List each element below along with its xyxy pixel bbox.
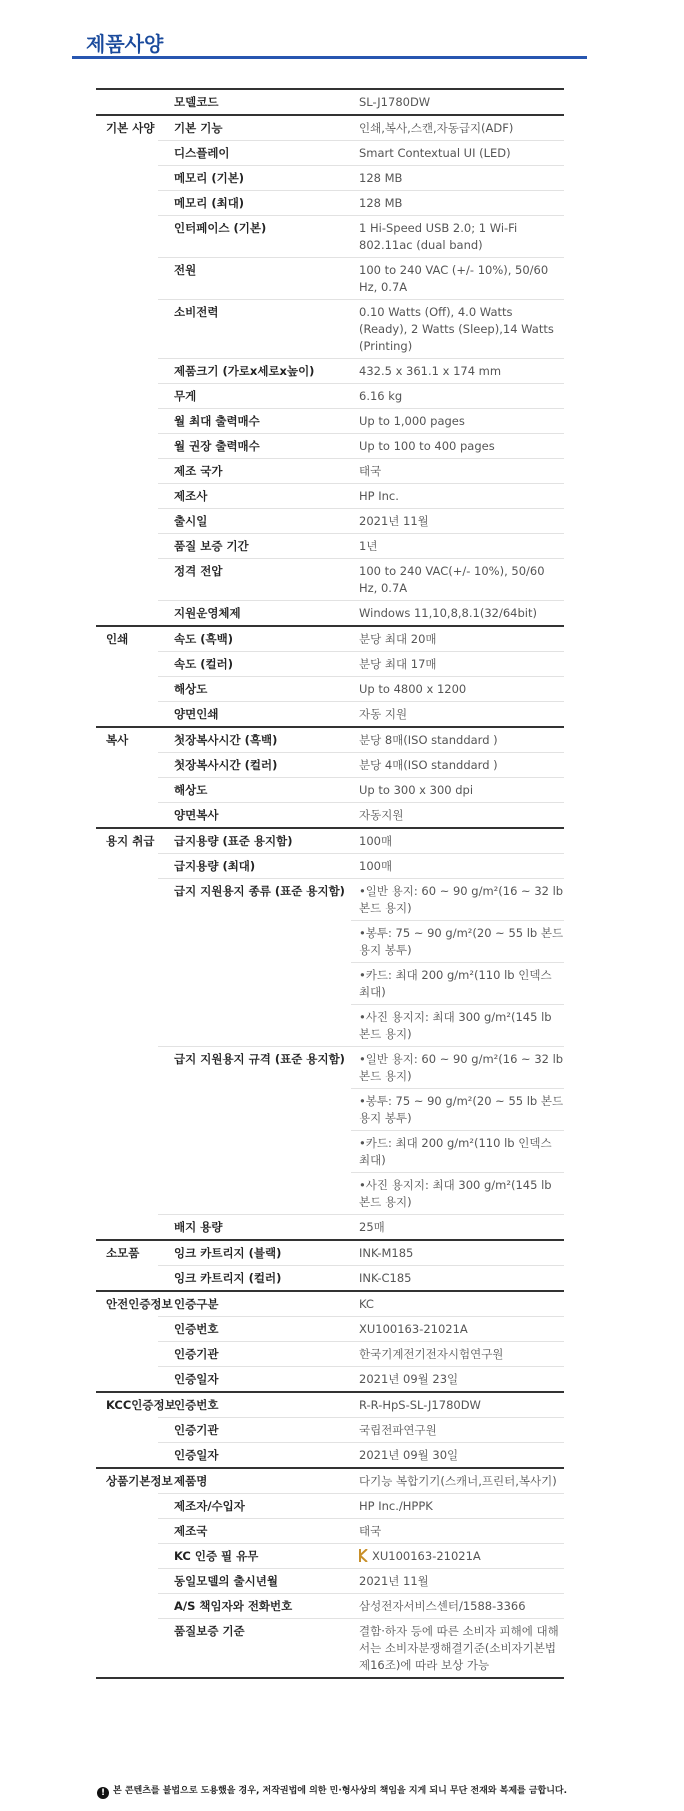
spec-value: •일반 용지: 60 ~ 90 g/m²(16 ~ 32 lb 본드 용지) <box>351 1047 564 1089</box>
spec-value: 6.16 kg <box>351 384 564 409</box>
spec-label: 전원 <box>158 258 351 300</box>
spec-label: 급지용량 (최대) <box>158 854 351 879</box>
kc-mark-icon <box>359 1549 369 1562</box>
spec-label: 모델코드 <box>158 89 351 115</box>
table-row <box>96 803 564 829</box>
table-row <box>96 677 564 702</box>
spec-value: •카드: 최대 200 g/m²(110 lb 인덱스 최대) <box>351 963 564 1005</box>
spec-value: 2021년 09월 30일 <box>351 1443 564 1469</box>
spec-label: 메모리 (기본) <box>158 166 351 191</box>
spec-label: 품질보증 기준 <box>158 1619 351 1679</box>
category-cell <box>96 601 158 627</box>
category-cell <box>96 1418 158 1443</box>
table-row <box>96 1544 564 1569</box>
spec-value: Up to 4800 x 1200 <box>351 677 564 702</box>
category-cell <box>96 300 158 359</box>
table-row <box>96 1468 564 1494</box>
table-row <box>96 702 564 728</box>
spec-label: 인증구분 <box>158 1291 351 1317</box>
spec-value: •사진 용지지: 최대 300 g/m²(145 lb 본드 용지) <box>351 1173 564 1215</box>
table-row <box>96 1215 564 1241</box>
table-row <box>96 1291 564 1317</box>
category-cell <box>96 1131 158 1173</box>
category-cell <box>96 409 158 434</box>
spec-label: 메모리 (최대) <box>158 191 351 216</box>
table-row <box>96 1494 564 1519</box>
spec-value: Up to 1,000 pages <box>351 409 564 434</box>
spec-value: 결함·하자 등에 따른 소비자 피해에 대해서는 소비자분쟁해결기준(소비자기본법 제16조)에 따라 보상 가능 <box>351 1619 564 1679</box>
spec-label: 무게 <box>158 384 351 409</box>
spec-value: •봉투: 75 ~ 90 g/m²(20 ~ 55 lb 본드 용지 봉투) <box>351 1089 564 1131</box>
spec-value: SL-J1780DW <box>351 89 564 115</box>
category-cell <box>96 459 158 484</box>
table-row <box>96 1005 564 1047</box>
spec-value: 다기능 복합기기(스캐너,프린터,복사기) <box>351 1468 564 1494</box>
table-row <box>96 1367 564 1393</box>
category-cell <box>96 89 158 115</box>
spec-label: 양면인쇄 <box>158 702 351 728</box>
title-underline <box>72 56 587 59</box>
spec-value: 국립전파연구원 <box>351 1418 564 1443</box>
category-cell <box>96 1544 158 1569</box>
table-row <box>96 652 564 677</box>
table-row <box>96 166 564 191</box>
category-cell <box>96 216 158 258</box>
table-row <box>96 963 564 1005</box>
spec-value: 100 to 240 VAC (+/- 10%), 50/60 Hz, 0.7A <box>351 258 564 300</box>
table-row <box>96 409 564 434</box>
category-cell <box>96 1005 158 1047</box>
category-cell: 인쇄 <box>96 626 158 652</box>
category-cell <box>96 778 158 803</box>
category-cell <box>96 753 158 778</box>
category-cell <box>96 484 158 509</box>
table-row <box>96 828 564 854</box>
spec-value: HP Inc. <box>351 484 564 509</box>
kc-number: XU100163-21021A <box>372 1549 481 1563</box>
spec-value: •사진 용지지: 최대 300 g/m²(145 lb 본드 용지) <box>351 1005 564 1047</box>
spec-value: 0.10 Watts (Off), 4.0 Watts (Ready), 2 Watts (Sleep),14 Watts (Printing) <box>351 300 564 359</box>
spec-label: A/S 책임자와 전화번호 <box>158 1594 351 1619</box>
table-row <box>96 258 564 300</box>
spec-value: 100매 <box>351 854 564 879</box>
spec-value: 100매 <box>351 828 564 854</box>
table-row <box>96 1392 564 1418</box>
category-cell <box>96 702 158 728</box>
spec-label: 인증일자 <box>158 1367 351 1393</box>
spec-value: R-R-HpS-SL-J1780DW <box>351 1392 564 1418</box>
category-cell <box>96 652 158 677</box>
spec-label: 디스플레이 <box>158 141 351 166</box>
table-row <box>96 753 564 778</box>
category-cell <box>96 1089 158 1131</box>
spec-label: 월 최대 출력매수 <box>158 409 351 434</box>
spec-value: 2021년 09월 23일 <box>351 1367 564 1393</box>
spec-value: 삼성전자서비스센터/1588-3366 <box>351 1594 564 1619</box>
spec-table-body <box>96 89 564 1678</box>
table-row <box>96 1342 564 1367</box>
category-cell <box>96 1215 158 1241</box>
spec-label: 제조 국가 <box>158 459 351 484</box>
spec-value: 100 to 240 VAC(+/- 10%), 50/60 Hz, 0.7A <box>351 559 564 601</box>
spec-value: 태국 <box>351 459 564 484</box>
category-cell: 안전인증정보 <box>96 1291 158 1317</box>
spec-label <box>158 1005 351 1047</box>
table-row <box>96 191 564 216</box>
spec-value: 분당 최대 20매 <box>351 626 564 652</box>
spec-value: 1 Hi-Speed USB 2.0; 1 Wi-Fi 802.11ac (dual band) <box>351 216 564 258</box>
spec-value: 자동지원 <box>351 803 564 829</box>
spec-label: 동일모델의 출시년월 <box>158 1569 351 1594</box>
table-row <box>96 1047 564 1089</box>
table-row <box>96 534 564 559</box>
category-cell: 소모품 <box>96 1240 158 1266</box>
table-row <box>96 1173 564 1215</box>
category-cell: 상품기본정보 <box>96 1468 158 1494</box>
spec-value: Up to 100 to 400 pages <box>351 434 564 459</box>
table-row <box>96 434 564 459</box>
table-row <box>96 879 564 921</box>
spec-label: 정격 전압 <box>158 559 351 601</box>
copyright-notice <box>97 1783 577 1799</box>
spec-label: 기본 기능 <box>158 115 351 141</box>
category-cell <box>96 921 158 963</box>
spec-label: 해상도 <box>158 778 351 803</box>
spec-label <box>158 921 351 963</box>
table-row <box>96 509 564 534</box>
spec-value: 한국기계전기전자시험연구원 <box>351 1342 564 1367</box>
table-row <box>96 1089 564 1131</box>
table-row <box>96 626 564 652</box>
spec-value: HP Inc./HPPK <box>351 1494 564 1519</box>
table-row <box>96 459 564 484</box>
category-cell <box>96 1519 158 1544</box>
spec-value: 2021년 11월 <box>351 1569 564 1594</box>
spec-value: Up to 300 x 300 dpi <box>351 778 564 803</box>
spec-value: •봉투: 75 ~ 90 g/m²(20 ~ 55 lb 본드 용지 봉투) <box>351 921 564 963</box>
category-cell <box>96 803 158 829</box>
spec-label <box>158 963 351 1005</box>
category-cell <box>96 963 158 1005</box>
table-row <box>96 1594 564 1619</box>
category-cell <box>96 384 158 409</box>
spec-value: 432.5 x 361.1 x 174 mm <box>351 359 564 384</box>
spec-label: 제조사 <box>158 484 351 509</box>
table-row <box>96 778 564 803</box>
table-row <box>96 359 564 384</box>
spec-value: •일반 용지: 60 ~ 90 g/m²(16 ~ 32 lb 본드 용지) <box>351 879 564 921</box>
spec-label <box>158 1173 351 1215</box>
category-cell <box>96 1173 158 1215</box>
category-cell <box>96 1367 158 1393</box>
spec-value: 분당 최대 17매 <box>351 652 564 677</box>
category-cell: 용지 취급 <box>96 828 158 854</box>
spec-value: 분당 4매(ISO standdard ) <box>351 753 564 778</box>
spec-label <box>158 1089 351 1131</box>
category-cell: 복사 <box>96 727 158 753</box>
spec-label: 급지용량 (표준 용지함) <box>158 828 351 854</box>
category-cell <box>96 1047 158 1089</box>
spec-label: 출시일 <box>158 509 351 534</box>
notice-text: 본 콘텐츠를 불법으로 도용했을 경우, 저작권법에 의한 민·형사상의 책임을 지게 되니 무단 전재와 복제를 금합니다. <box>113 1786 568 1796</box>
spec-label: KC 인증 필 유무 <box>158 1544 351 1569</box>
table-row <box>96 601 564 627</box>
category-cell <box>96 509 158 534</box>
spec-label: 속도 (흑백) <box>158 626 351 652</box>
category-cell <box>96 434 158 459</box>
spec-label: 급지 지원용지 종류 (표준 용지함) <box>158 879 351 921</box>
spec-value: XU100163-21021A <box>351 1317 564 1342</box>
spec-value: INK-C185 <box>351 1266 564 1292</box>
category-cell <box>96 1594 158 1619</box>
table-row <box>96 216 564 258</box>
category-cell <box>96 1266 158 1292</box>
spec-label: 속도 (컬러) <box>158 652 351 677</box>
spec-value: 128 MB <box>351 191 564 216</box>
spec-label: 인터페이스 (기본) <box>158 216 351 258</box>
table-row <box>96 559 564 601</box>
spec-label <box>158 1131 351 1173</box>
table-row <box>96 115 564 141</box>
table-row <box>96 1266 564 1292</box>
table-row <box>96 1240 564 1266</box>
category-cell <box>96 191 158 216</box>
table-row <box>96 1131 564 1173</box>
table-row <box>96 1619 564 1679</box>
category-cell <box>96 677 158 702</box>
category-cell <box>96 534 158 559</box>
spec-value: 2021년 11월 <box>351 509 564 534</box>
category-cell <box>96 359 158 384</box>
spec-label: 소비전력 <box>158 300 351 359</box>
table-row <box>96 1443 564 1469</box>
spec-label: 배지 용량 <box>158 1215 351 1241</box>
table-row <box>96 1519 564 1544</box>
spec-label: 인증번호 <box>158 1392 351 1418</box>
category-cell <box>96 1443 158 1469</box>
spec-label: 제조자/수입자 <box>158 1494 351 1519</box>
category-cell <box>96 1619 158 1679</box>
spec-label: 제조국 <box>158 1519 351 1544</box>
table-row <box>96 1569 564 1594</box>
category-cell <box>96 258 158 300</box>
category-cell <box>96 1569 158 1594</box>
spec-label: 인증기관 <box>158 1342 351 1367</box>
spec-value <box>351 1544 564 1569</box>
spec-value: 128 MB <box>351 166 564 191</box>
spec-table <box>96 88 564 1679</box>
category-cell <box>96 141 158 166</box>
table-row <box>96 384 564 409</box>
spec-value: 태국 <box>351 1519 564 1544</box>
spec-label: 제품크기 (가로x세로x높이) <box>158 359 351 384</box>
category-cell <box>96 1342 158 1367</box>
spec-label: 제품명 <box>158 1468 351 1494</box>
category-cell <box>96 854 158 879</box>
table-row <box>96 921 564 963</box>
spec-value: INK-M185 <box>351 1240 564 1266</box>
spec-label: 첫장복사시간 (흑백) <box>158 727 351 753</box>
category-cell: KCC인증정보 <box>96 1392 158 1418</box>
table-row <box>96 1317 564 1342</box>
spec-value: 자동 지원 <box>351 702 564 728</box>
spec-label: 잉크 카트리지 (블랙) <box>158 1240 351 1266</box>
table-row <box>96 300 564 359</box>
spec-label: 인증일자 <box>158 1443 351 1469</box>
table-row <box>96 854 564 879</box>
spec-value: Smart Contextual UI (LED) <box>351 141 564 166</box>
spec-label: 해상도 <box>158 677 351 702</box>
category-cell: 기본 사양 <box>96 115 158 141</box>
category-cell <box>96 166 158 191</box>
spec-label: 잉크 카트리지 (컬러) <box>158 1266 351 1292</box>
spec-value: 25매 <box>351 1215 564 1241</box>
spec-label: 양면복사 <box>158 803 351 829</box>
category-cell <box>96 1317 158 1342</box>
table-row <box>96 141 564 166</box>
spec-label: 인증기관 <box>158 1418 351 1443</box>
category-cell <box>96 559 158 601</box>
table-row <box>96 89 564 115</box>
page-title: 제품사양 <box>86 32 164 56</box>
spec-value: Windows 11,10,8,8.1(32/64bit) <box>351 601 564 627</box>
spec-label: 월 권장 출력매수 <box>158 434 351 459</box>
category-cell <box>96 879 158 921</box>
spec-label: 인증번호 <box>158 1317 351 1342</box>
category-cell <box>96 1494 158 1519</box>
spec-value: 인쇄,복사,스캔,자동급지(ADF) <box>351 115 564 141</box>
warning-icon: ! <box>97 1787 109 1799</box>
spec-label: 지원운영체제 <box>158 601 351 627</box>
spec-value: •카드: 최대 200 g/m²(110 lb 인덱스 최대) <box>351 1131 564 1173</box>
spec-value: 1년 <box>351 534 564 559</box>
spec-value: 분당 8매(ISO standdard ) <box>351 727 564 753</box>
table-row <box>96 1418 564 1443</box>
spec-value: KC <box>351 1291 564 1317</box>
table-row <box>96 727 564 753</box>
table-row <box>96 484 564 509</box>
spec-label: 첫장복사시간 (컬러) <box>158 753 351 778</box>
spec-label: 급지 지원용지 규격 (표준 용지함) <box>158 1047 351 1089</box>
spec-label: 품질 보증 기간 <box>158 534 351 559</box>
